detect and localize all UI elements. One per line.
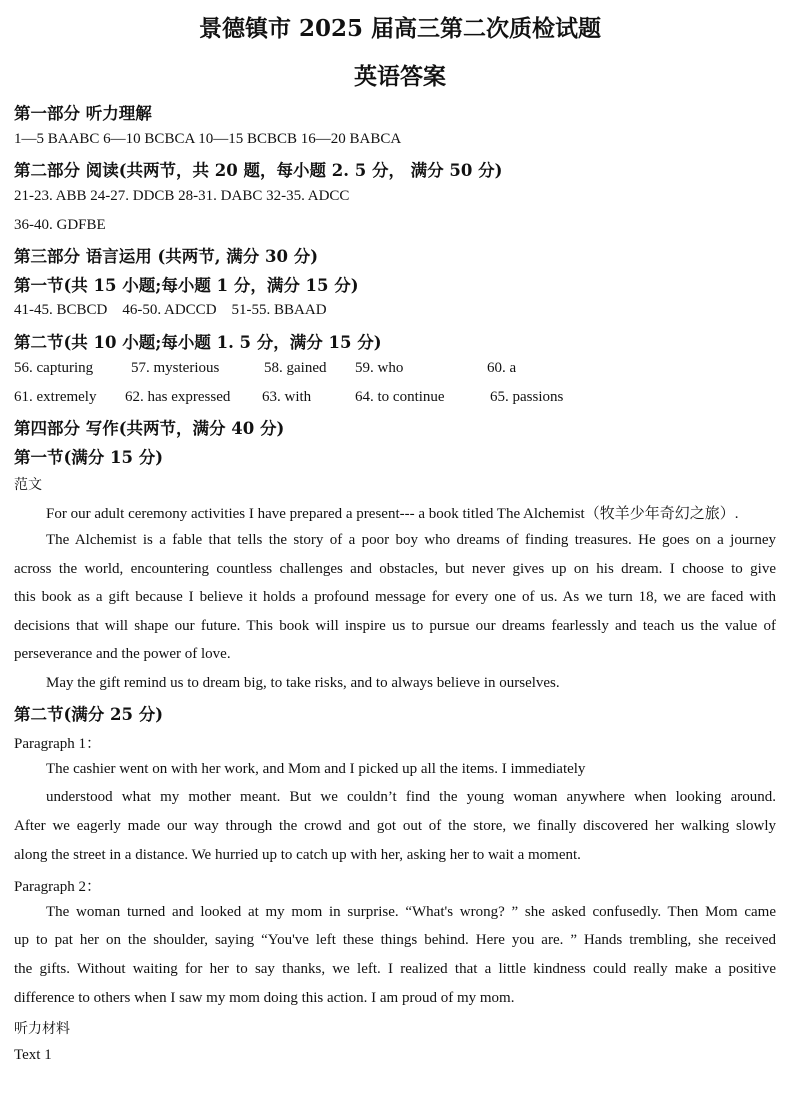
answer-65: 65. passions <box>490 389 564 405</box>
paragraph1-line: along the street in a distance. We hurried up to catch up with her, asking her to wait a moment. <box>14 847 581 863</box>
part4-heading: 第四部分 写作(共两节，满分 40 分) <box>14 419 285 438</box>
exam-subtitle: 英语答案 <box>354 63 446 90</box>
answer-58: 58. gained <box>264 360 327 376</box>
answer-62: 62. has expressed <box>125 389 231 405</box>
paragraph1-line: After we eagerly made our way through the crowd and got out of the store, we finally discovered her walking slowly <box>14 818 776 834</box>
essay-line: For our adult ceremony activities I have prepared a present--- a book titled The Alchemist（牧羊少年奇幻之旅）. <box>46 506 739 522</box>
part3-section2-heading: 第二节(共 10 小题;每小题 1. 5 分，满分 15 分) <box>14 333 382 352</box>
part2-heading: 第二部分 阅读(共两节，共 20 题，每小题 2. 5 分， 满分 50 分) <box>14 161 503 180</box>
answer-57: 57. mysterious <box>131 360 220 376</box>
part1-heading: 第一部分 听力理解 <box>14 104 152 123</box>
paragraph1-line: The cashier went on with her work, and Mom and I picked up all the items. I immediately <box>46 761 586 777</box>
listening-text1-label: Text 1 <box>14 1047 52 1063</box>
part4-section1-heading: 第一节(满分 15 分) <box>14 448 164 467</box>
paragraph1-line: understood what my mother meant. But we couldn’t find the young woman anywhere when looking around. <box>46 789 776 805</box>
paragraph2-line: difference to others when I saw my mom doing this action. I am proud of my mom. <box>14 990 515 1006</box>
answer-60: 60. a <box>487 360 517 376</box>
answer-64: 64. to continue <box>355 389 445 405</box>
paragraph2-line: up to pat her on the shoulder, saying “You've left these things behind. Here you are. ” Hands trembling, she received <box>14 932 776 948</box>
part4-section2-heading: 第二节(满分 25 分) <box>14 705 164 724</box>
answer-63: 63. with <box>262 389 312 405</box>
answer-61: 61. extremely <box>14 389 97 405</box>
essay-line: The Alchemist is a fable that tells the story of a poor boy who dreams of finding treasures. He goes on a journey <box>46 532 776 548</box>
paragraph2-line: The woman turned and looked at my mom in surprise. “What's wrong? ” she asked confusedly. Then Mom came <box>46 904 776 920</box>
part2-answers-line1: 21-23. ABB 24-27. DDCB 28-31. DABC 32-35. ADCC <box>14 188 350 204</box>
listening-material-label: 听力材料 <box>14 1021 70 1037</box>
part1-answers: 1—5 BAABC 6—10 BCBCA 10—15 BCBCB 16—20 BABCA <box>14 131 402 147</box>
essay-line: this book as a gift because I believe it holds a profound message for every one of us. As we turn 18, we are faced with <box>14 589 776 605</box>
essay-line: perseverance and the power of love. <box>14 646 231 662</box>
essay-line: May the gift remind us to dream big, to take risks, and to always believe in ourselves. <box>46 675 560 691</box>
part3-heading: 第三部分 语言运用 (共两节, 满分 30 分) <box>14 247 319 266</box>
answer-56: 56. capturing <box>14 360 94 376</box>
essay-line: decisions that will shape our future. This book will inspire us to pursue our dreams fearlessly and teach us the value of <box>14 618 776 634</box>
paragraph2-label: Paragraph 2： <box>14 879 102 895</box>
part3-section1-answers: 41-45. BCBCD 46-50. ADCCD 51-55. BBAAD <box>14 302 327 318</box>
part3-section1-heading: 第一节(共 15 小题;每小题 1 分，满分 15 分) <box>14 276 359 295</box>
part2-answers-line2: 36-40. GDFBE <box>14 217 106 233</box>
exam-title: 景德镇市 2025 届高三第二次质检试题 <box>198 15 602 42</box>
paragraph2-line: the gifts. Without waiting for her to say thanks, we left. I realized that a little kindness could really make a positive <box>14 961 776 977</box>
sample-essay-label: 范文 <box>14 477 42 493</box>
essay-line: across the world, encountering countless challenges and obstacles, but never gives up on his dream. I choose to give <box>14 561 776 577</box>
paragraph1-label: Paragraph 1： <box>14 736 102 752</box>
answer-59: 59. who <box>355 360 404 376</box>
